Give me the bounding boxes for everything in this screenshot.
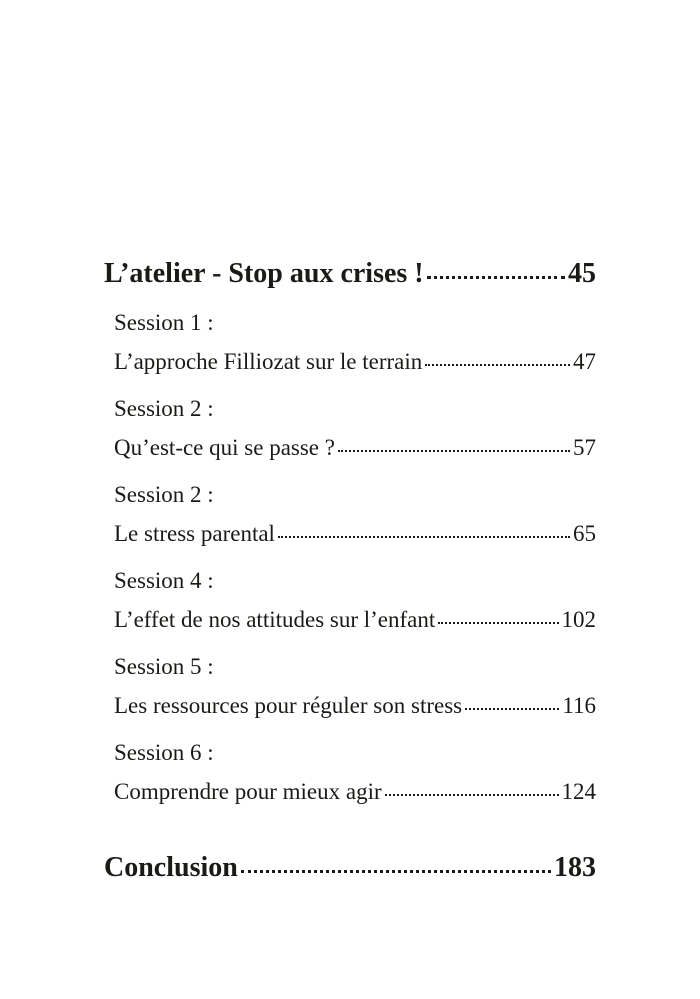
toc-entry-page: 45 bbox=[568, 258, 596, 289]
toc-entry-title: L’atelier - Stop aux crises ! bbox=[104, 258, 424, 289]
dot-leader bbox=[241, 848, 551, 876]
dot-leader bbox=[278, 518, 570, 541]
toc-entry-atelier[interactable] bbox=[104, 254, 596, 290]
toc-entry-session-2[interactable] bbox=[114, 432, 596, 461]
dot-leader bbox=[465, 690, 559, 713]
session-label: Session 5 : bbox=[114, 654, 214, 679]
table-of-contents bbox=[104, 0, 596, 999]
toc-entry-title: Comprendre pour mieux agir bbox=[114, 779, 382, 804]
toc-entry-title: Le stress parental bbox=[114, 521, 275, 546]
toc-entry-session-3[interactable] bbox=[114, 518, 596, 547]
toc-entry-session-1[interactable] bbox=[114, 346, 596, 375]
dot-leader bbox=[425, 346, 570, 369]
toc-entry-session-5[interactable] bbox=[114, 690, 596, 719]
dot-leader bbox=[385, 776, 559, 799]
toc-entry-page: 102 bbox=[561, 607, 596, 632]
toc-entry-page: 57 bbox=[573, 435, 596, 460]
toc-entry-page: 47 bbox=[573, 349, 596, 374]
toc-entry-page: 124 bbox=[561, 779, 596, 804]
dot-leader bbox=[427, 254, 565, 282]
dot-leader bbox=[338, 432, 570, 455]
session-label: Session 1 : bbox=[114, 310, 214, 335]
toc-entry-title: L’effet de nos attitudes sur l’enfant bbox=[114, 607, 436, 632]
session-label: Session 6 : bbox=[114, 740, 214, 765]
toc-entry-page: 65 bbox=[573, 521, 596, 546]
toc-entry-title: Qu’est-ce qui se passe ? bbox=[114, 435, 335, 460]
toc-entry-session-6[interactable] bbox=[114, 776, 596, 805]
session-label: Session 2 : bbox=[114, 396, 214, 421]
session-label: Session 4 : bbox=[114, 568, 214, 593]
toc-entry-title: L’approche Filliozat sur le terrain bbox=[114, 349, 423, 374]
toc-entry-session-4[interactable] bbox=[114, 604, 596, 633]
toc-entry-title: Conclusion bbox=[104, 852, 238, 883]
session-label: Session 2 : bbox=[114, 482, 214, 507]
toc-entry-title: Les ressources pour réguler son stress bbox=[114, 693, 463, 718]
toc-entry-conclusion[interactable] bbox=[104, 848, 596, 884]
toc-entry-page: 116 bbox=[562, 693, 596, 718]
toc-entry-page: 183 bbox=[554, 852, 596, 883]
dot-leader bbox=[438, 604, 558, 627]
